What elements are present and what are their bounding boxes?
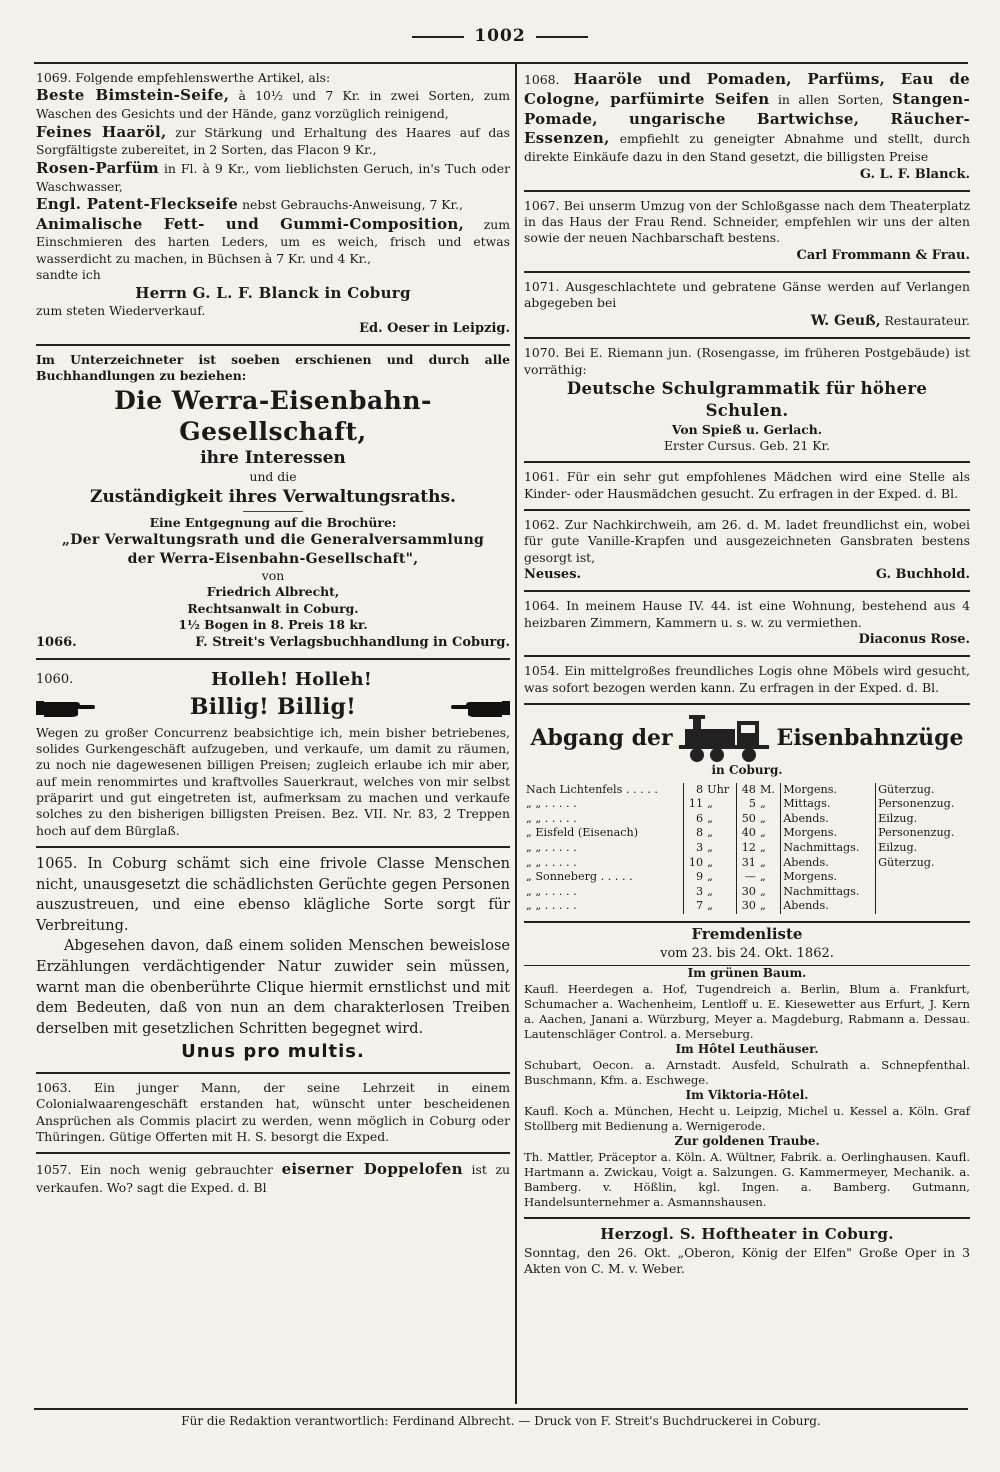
ad-1066-quote1: „Der Verwaltungsrath und die Generalversammlung (61, 532, 485, 549)
train-row (524, 870, 970, 885)
theater-text: Sonntag, den 26. Okt. „Oberon, König der Elfen" Große Oper in 3 Akten von C. M. v. Weber. (524, 1244, 970, 1277)
ad-1065 (36, 850, 510, 1070)
ad-1069-item3-text: in Fl. à 9 Kr., vom lieblichsten Geruch, in's Tuch oder Waschwasser, (36, 160, 510, 194)
train-schedule (524, 707, 970, 919)
rule (524, 271, 970, 273)
ad-1060-heading-row-2 (36, 693, 510, 722)
ad-1071-signature: W. Geuß, (810, 312, 881, 329)
ad-1062-text: 1062. Zur Nachkirchweih, am 26. d. M. ladet freundlichst ein, wobei für gute Vanille-Krapfen und ausgezeichneten Gansbraten bestens gesorgt ist, (524, 517, 970, 565)
train-route: „ „ . . . . . (526, 841, 577, 855)
rule (36, 658, 510, 660)
train-title-right: Eisenbahnzüge (776, 725, 964, 752)
train-hour: 8 (683, 826, 705, 841)
train-minute-unit: „ (759, 841, 766, 855)
train-train-type: Güterzug. (876, 856, 970, 871)
train-minute-unit: M. (759, 782, 775, 796)
ad-1064-text: 1064. In meinem Hause IV. 44. ist eine Wohnung, bestehend aus 4 heizbaren Zimmern, Kammern u. s. w. zu vermiethen. (524, 598, 970, 630)
ad-1071-signature-title: Restaurateur. (884, 312, 970, 328)
ad-1069-purpose: zum steten Wiederverkauf. (36, 303, 206, 319)
ad-1062 (524, 513, 970, 588)
train-hour: 3 (683, 841, 705, 856)
train-hour: 6 (683, 812, 705, 827)
rule (524, 590, 970, 592)
rule (524, 1217, 970, 1219)
train-hour-unit: „ (707, 899, 713, 913)
train-header (524, 715, 970, 763)
rule (524, 190, 970, 192)
ad-1069-item4-name: Engl. Patent-Fleckseife (36, 194, 239, 213)
ad-1065-para2: Abgesehen davon, daß einem soliden Menschen beweislose Erzählungen verdächtigender Natur zuwider sein müssen, warnt man die obenberührte Clique hiermit ernstlichst und mit dem Bedeuten, daß von nun an dem charakterlosen Treiben derselben mit gesetzlichen Schritten begegnet wird. (36, 938, 510, 1037)
train-train-type: Güterzug. (876, 783, 970, 798)
ad-1069-item2-text: zur Stärkung und Erhaltung des Haares auf das Sorgfältigste zubereitet, in 2 Sorten, das Flacon 9 Kr., (36, 124, 510, 158)
train-route: „ „ . . . . . (526, 899, 577, 913)
train-table (524, 783, 970, 914)
fremdenliste (524, 925, 970, 1215)
ad-1066-author-title: Rechtsanwalt in Coburg. (187, 600, 359, 616)
hotel-viktoria: Im Viktoria-Hôtel. (685, 1087, 809, 1102)
ad-1062-place: Neuses. (524, 567, 582, 583)
ad-1057 (36, 1156, 510, 1201)
ad-1066-intro: Im Unterzeichneter ist soeben erschienen und durch alle Buchhandlungen zu beziehen: (36, 351, 510, 384)
train-minute: 48 (736, 783, 758, 798)
train-hour: 7 (683, 899, 705, 914)
hotel-goldene-traube: Zur goldenen Traube. (674, 1133, 820, 1148)
ad-1070-author: Von Spieß u. Gerlach. (671, 421, 823, 437)
ad-1060-heading-row-1 (36, 668, 510, 692)
train-train-type: Personenzug. (876, 797, 970, 812)
ad-1069-sent: sandte ich (36, 267, 101, 283)
train-daytime: Abends. (781, 856, 876, 871)
train-minute: 12 (736, 841, 758, 856)
hotel-gruener-baum-guests: Kaufl. Heerdegen a. Hof, Tugendreich a. Berlin, Blum a. Frankfurt, Schumacher a. Wachenheim, Lentloff u. E. Kiesewetter aus Erfurt, J. Kern a. Aachen, Janani a. Würzburg, Meyer a. Magdeburg, Rabmann a. Dessau. Lautenschläger Control. a. Merseburg. (524, 981, 970, 1041)
ad-1068-bold1: Haaröle und Pomaden, Parfüms, Eau de Cologne, parfümirte Seifen (524, 70, 970, 108)
ad-1061 (524, 465, 970, 507)
ad-1066-line4: Zuständigkeit ihres Verwaltungsraths. (90, 486, 456, 507)
ad-1070-edition: Erster Cursus. Geb. 21 Kr. (664, 437, 830, 453)
ad-1069 (36, 66, 510, 342)
train-row (524, 826, 970, 841)
ad-1070-text: 1070. Bei E. Riemann jun. (Rosengasse, im früheren Postgebäude) ist vorräthig: (524, 345, 970, 377)
ad-1067 (524, 194, 970, 269)
train-daytime: Morgens. (781, 870, 876, 885)
train-row (524, 797, 970, 812)
train-hour-unit: „ (707, 841, 713, 855)
train-minute-unit: „ (759, 884, 766, 898)
ad-1057-num: 1057. (36, 1162, 72, 1178)
train-hour-unit: „ (707, 811, 713, 825)
ad-1070-title: Deutsche Schulgrammatik für höhere Schulen. (566, 378, 928, 420)
train-daytime: Abends. (781, 812, 876, 827)
train-hour: 9 (683, 870, 705, 885)
rule (524, 703, 970, 705)
ad-1054 (524, 659, 970, 701)
train-train-type (876, 870, 970, 885)
ad-1069-item5-text: zum Einschmieren des harten Leders, um es weich, frisch und etwas wasserdicht zu machen, in Büchsen à 7 Kr. und 4 Kr., (36, 216, 510, 266)
ad-1068-num: 1068. (524, 72, 560, 87)
train-hour: 10 (683, 856, 705, 871)
ad-1060-heading1: Holleh! Holleh! (211, 668, 373, 690)
theater-title: Herzogl. S. Hoftheater in Coburg. (600, 1224, 894, 1243)
train-hour-unit: „ (707, 826, 713, 840)
ad-1068-text1: in allen Sorten, (777, 91, 884, 107)
ad-1066-publisher-row (36, 634, 510, 651)
ad-1068 (524, 66, 970, 188)
ad-1066-title: Die Werra-Eisenbahn-Gesellschaft, (114, 385, 432, 446)
rule (524, 509, 970, 511)
train-row (524, 783, 970, 798)
train-hour-unit: „ (707, 884, 713, 898)
ad-1065-para1: 1065. In Coburg schämt sich eine frivole Classe Menschen nicht, unausgesetzt die schädlichsten Gerüchte gegen Personen auszustreuen, und eine ebenso klägliche Sorte sorgt für Verbreitung. (36, 856, 510, 934)
rule (36, 344, 510, 346)
train-train-type: Eilzug. (876, 841, 970, 856)
top-rule (34, 62, 968, 64)
train-daytime: Nachmittags. (781, 841, 876, 856)
train-minute: — (736, 870, 758, 885)
rule (524, 337, 970, 339)
train-daytime: Nachmittags. (781, 885, 876, 900)
train-subtitle: in Coburg. (711, 762, 783, 777)
train-minute: 50 (736, 812, 758, 827)
train-train-type (876, 899, 970, 914)
ad-1068-bold2: Stangen-Pomade, ungarische Bartwichse, Räucher-Essenzen, (524, 89, 970, 148)
ad-1066-quote2: der Werra-Eisenbahn-Gesellschaft", (127, 550, 419, 567)
ad-1071-text: 1071. Ausgeschlachtete und gebratene Gänse werden auf Verlangen abgegeben bei (524, 279, 970, 311)
ad-1069-item2-name: Feines Haaröl, (36, 122, 167, 141)
ad-1069-intro: 1069. Folgende empfehlenswerthe Artikel, als: (36, 70, 331, 85)
ad-1062-signature: G. Buchhold. (875, 567, 970, 583)
fremdenliste-title: Fremdenliste (691, 924, 803, 943)
column-divider (515, 64, 517, 1404)
train-minute-unit: „ (759, 797, 766, 811)
train-minute-unit: „ (759, 855, 766, 869)
train-route: „ Sonneberg . . . . . (526, 870, 633, 884)
train-row (524, 841, 970, 856)
train-row (524, 856, 970, 871)
train-hour: 11 (683, 797, 705, 812)
hotel-gruener-baum: Im grünen Baum. (687, 965, 807, 980)
ad-1066-num: 1066. (36, 634, 77, 650)
train-train-type: Eilzug. (876, 812, 970, 827)
rule (36, 846, 510, 848)
train-route: „ „ . . . . . (526, 797, 577, 811)
train-daytime: Morgens. (781, 826, 876, 841)
ad-1060 (36, 662, 510, 844)
train-minute: 40 (736, 826, 758, 841)
train-hour: 3 (683, 885, 705, 900)
hotel-viktoria-guests: Kaufl. Koch a. München, Hecht u. Leipzig, Michel u. Kessel a. Köln. Graf Stollberg mit Bedienung a. Wernigerode. (524, 1103, 970, 1133)
ad-1068-text2: empfiehlt zu geneigter Abnahme und stellt, durch direkte Einkäufe dazu in den Stand gesetzt, die billigsten Preise (524, 131, 970, 165)
rule (36, 1152, 510, 1154)
ad-1064 (524, 594, 970, 653)
ad-1069-item5-name: Animalische Fett- und Gummi-Composition, (36, 214, 465, 233)
ad-1060-text: Wegen zu großer Concurrenz beabsichtige ich, mein bisher betriebenes, solides Gurkengeschäft aufzugeben, und verkaufe, um damit zu räumen, zu noch nie dagewesenen billigen Preisen; zugleich erlaube ich mir aber, auf mein renommirtes und kraftvolles Sauerkraut, welches von mir selbst präparirt und gut eingetreten ist, aufmerksam zu machen und verkaufe solches zu den bisherigen billigsten Preisen. Bez. VII. Nr. 83, 2 Treppen hoch auf dem Bürglaß. (36, 724, 510, 838)
train-route: Nach Lichtenfels . . . . . (526, 782, 658, 796)
ad-1065-signature: Unus pro multis. (181, 1041, 365, 1063)
train-hour-unit: „ (707, 870, 713, 884)
pointing-hand-right-icon (36, 695, 96, 721)
pointing-hand-left-icon (450, 695, 510, 721)
train-daytime: Mittags. (781, 797, 876, 812)
ad-1069-item3-name: Rosen-Parfüm (36, 158, 159, 177)
locomotive-icon (679, 715, 771, 763)
ad-1060-num: 1060. (36, 672, 74, 688)
theater-notice (524, 1221, 970, 1283)
ad-1071 (524, 275, 970, 335)
rule (524, 655, 970, 657)
ad-1066-price: 1½ Bogen in 8. Preis 18 kr. (178, 617, 368, 633)
ad-1062-sig-row (524, 566, 970, 583)
ad-1061-text: 1061. Für ein sehr gut empfohlenes Mädchen wird eine Stelle als Kinder- oder Hausmädchen gesucht. Zu erfragen in der Exped. d. Bl. (524, 469, 970, 501)
train-hour-unit: Uhr (707, 782, 730, 796)
rule (36, 1072, 510, 1074)
ad-1069-item1-text: à 10½ und 7 Kr. in zwei Sorten, zum Waschen des Gesichts und der Hände, ganz vorzüglich reinigend, (36, 88, 510, 122)
train-minute: 31 (736, 856, 758, 871)
train-minute: 5 (736, 797, 758, 812)
ad-1054-text: 1054. Ein mittelgroßes freundliches Logis ohne Möbels wird gesucht, was sofort bezogen werden kann. Zu erfragen in der Exped. d. Bl. (524, 663, 970, 695)
train-minute: 30 (736, 885, 758, 900)
train-route: „ „ . . . . . (526, 855, 577, 869)
train-row (524, 885, 970, 900)
ad-1066-von: von (261, 568, 285, 584)
rule (524, 461, 970, 463)
train-minute-unit: „ (759, 870, 766, 884)
fremdenliste-dates: vom 23. bis 24. Okt. 1862. (524, 945, 970, 966)
train-title-left: Abgang der (530, 725, 673, 752)
hotel-leuthaeuser: Im Hôtel Leuthäuser. (675, 1041, 819, 1056)
ad-1066-author: Friedrich Albrecht, (206, 584, 340, 600)
train-minute-unit: „ (759, 826, 766, 840)
ad-1064-signature: Diaconus Rose. (858, 632, 970, 648)
train-daytime: Abends. (781, 899, 876, 914)
imprint-footer: Für die Redaktion verantwortlich: Ferdinand Albrecht. — Druck von F. Streit's Buchdruckerei in Coburg. (34, 1408, 968, 1428)
train-row (524, 812, 970, 827)
train-row (524, 899, 970, 914)
rule (524, 921, 970, 923)
right-column (524, 66, 970, 1282)
ad-1066-reply: Eine Entgegnung auf die Brochüre: (149, 514, 397, 530)
train-route: „ „ . . . . . (526, 811, 577, 825)
train-route: „ Eisfeld (Eisenach) (526, 826, 639, 840)
hotel-goldene-traube-guests: Th. Mattler, Präceptor a. Köln. A. Wültner, Fabrik. a. Oerlinghausen. Kaufl. Hartmann a. Zwickau, Voigt a. Salzungen. G. Kammermeyer, Mechanik. a. Bamberg. v. Hößlin, kgl. Ingen. a. Bamberg. Gutmann, Handelsunternehmer a. Asmannshausen. (524, 1149, 970, 1209)
page-number: 1002 (0, 26, 1000, 46)
ad-1063 (36, 1076, 510, 1151)
ad-1069-item4-text: nebst Gebrauchs-Anweisung, 7 Kr., (242, 196, 463, 212)
train-hour-unit: „ (707, 855, 713, 869)
train-minute-unit: „ (759, 899, 766, 913)
ad-1068-signature: G. L. F. Blanck. (859, 166, 970, 182)
train-daytime: Morgens. (781, 783, 876, 798)
ad-1057-bold: eiserner Doppelofen (281, 1160, 463, 1179)
ad-1070 (524, 341, 970, 459)
ad-1069-item1-name: Beste Bimstein-Seife, (36, 86, 230, 105)
ornament-rule (243, 511, 303, 512)
train-hour-unit: „ (707, 797, 713, 811)
ad-1066-line3: und die (249, 469, 297, 485)
ad-1066-publisher: F. Streit's Verlagsbuchhandlung in Coburg. (195, 634, 510, 650)
ad-1066-line2: ihre Interessen (200, 448, 346, 469)
ad-1066 (36, 348, 510, 656)
left-column (36, 66, 510, 1202)
train-route: „ „ . . . . . (526, 884, 577, 898)
ad-1060-heading2: Billig! Billig! (189, 694, 357, 721)
ad-1069-signature: Ed. Oeser in Leipzig. (359, 320, 510, 336)
ad-1067-signature: Carl Frommann & Frau. (796, 247, 970, 263)
hotel-leuthaeuser-guests: Schubart, Oecon. a. Arnstadt. Ausfeld, Schulrath a. Schnepfenthal. Buschmann, Kfm. a. Eschwege. (524, 1057, 970, 1087)
ad-1057-text1: Ein noch wenig gebrauchter (80, 1162, 273, 1178)
ad-1069-recipient: Herrn G. L. F. Blanck in Coburg (135, 283, 411, 302)
ad-1063-text: 1063. Ein junger Mann, der seine Lehrzeit in einem Colonialwaarengeschäft erstanden hat, wünscht unter bescheidenen Ansprüchen als Commis placirt zu werden, wenn möglich in Coburg oder Thüringen. Gütige Offerten mit H. S. besorgt die Exped. (36, 1079, 510, 1144)
train-train-type: Personenzug. (876, 826, 970, 841)
train-hour: 8 (683, 783, 705, 798)
train-train-type (876, 885, 970, 900)
ad-1067-text: 1067. Bei unserm Umzug von der Schloßgasse nach dem Theaterplatz in das Haus der Frau Rend. Schneider, empfehlen wir uns der alten sowie der neuen Nachbarschaft bestens. (524, 197, 970, 246)
train-minute-unit: „ (759, 811, 766, 825)
train-minute: 30 (736, 899, 758, 914)
ad-1057-text2: ist zu verkaufen. Wo? sagt die Exped. d. Bl (36, 1162, 510, 1196)
